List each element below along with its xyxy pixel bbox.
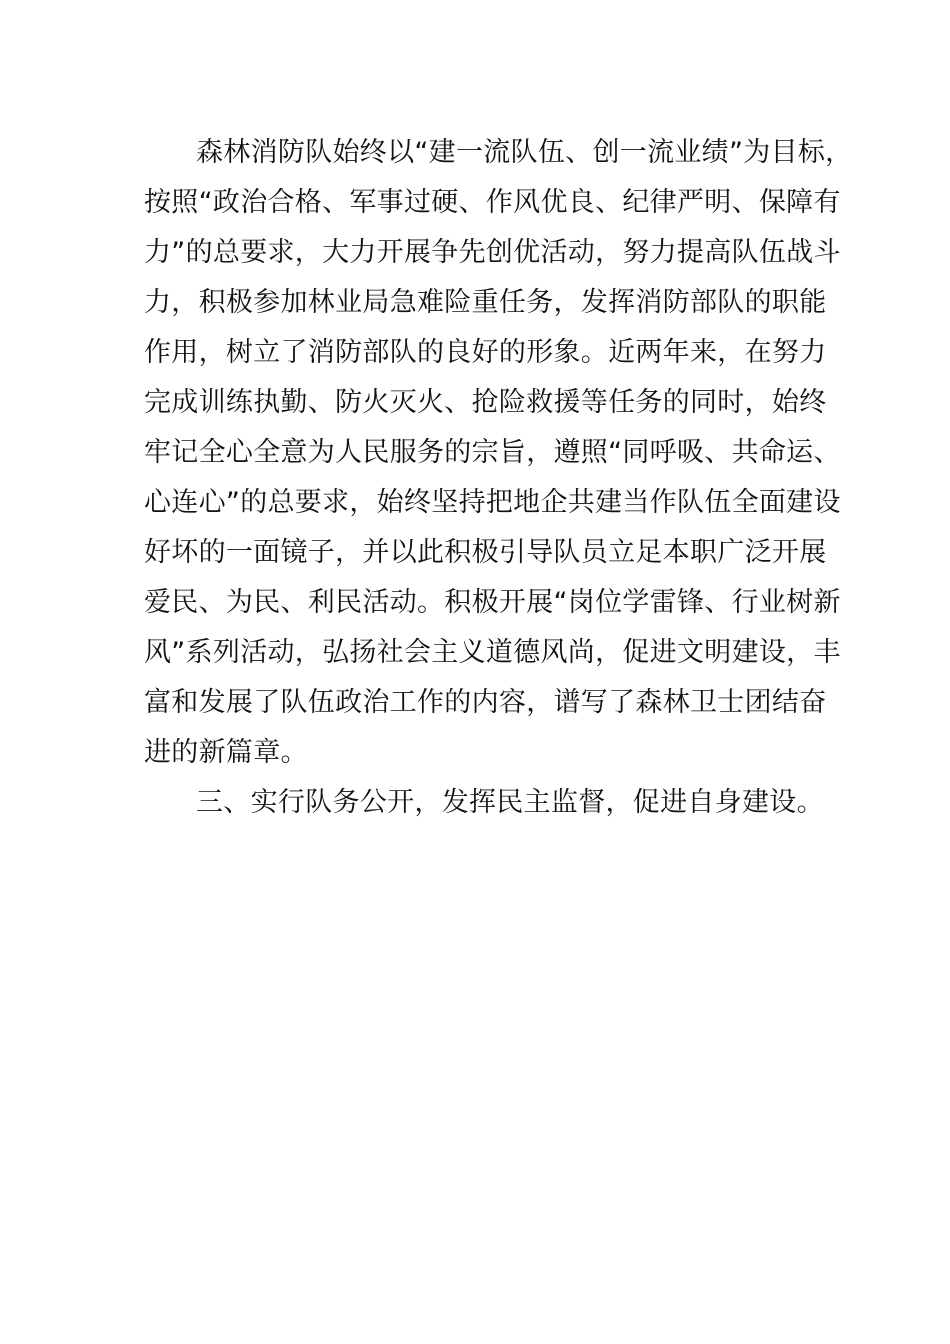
paragraph-line: 完成训练执勤、防火灭火、抢险救援等任务的同时，始终	[144, 387, 827, 418]
paragraph-line: 进的新篇章。	[144, 737, 308, 768]
paragraph-line: 好坏的一面镜子，并以此积极引导队员立足本职广泛开展	[144, 537, 827, 568]
paragraph-line: 爱民、为民、利民活动。积极开展“岗位学雷锋、行业树新	[144, 587, 841, 618]
paragraph-line: 心连心”的总要求，始终坚持把地企共建当作队伍全面建设	[144, 487, 841, 518]
body-text	[144, 128, 853, 828]
paragraph-1	[144, 128, 853, 778]
section-heading: 三、实行队务公开，发挥民主监督，促进自身建设。	[196, 787, 824, 818]
paragraph-line: 风”系列活动，弘扬社会主义道德风尚，促进文明建设，丰	[144, 637, 841, 668]
paragraph-line: 森林消防队始终以“建一流队伍、创一流业绩”为目标，	[196, 137, 853, 168]
paragraph-line: 富和发展了队伍政治工作的内容，谱写了森林卫士团结奋	[144, 687, 827, 718]
paragraph-line: 力，积极参加林业局急难险重任务，发挥消防部队的职能	[144, 287, 827, 318]
paragraph-line: 牢记全心全意为人民服务的宗旨，遵照“同呼吸、共命运、	[144, 437, 841, 468]
paragraph-line: 按照“政治合格、军事过硬、作风优良、纪律严明、保障有	[144, 187, 841, 218]
paragraph-line: 作用，树立了消防部队的良好的形象。近两年来，在努力	[144, 337, 827, 368]
paragraph-line: 力”的总要求，大力开展争先创优活动，努力提高队伍战斗	[144, 237, 841, 268]
